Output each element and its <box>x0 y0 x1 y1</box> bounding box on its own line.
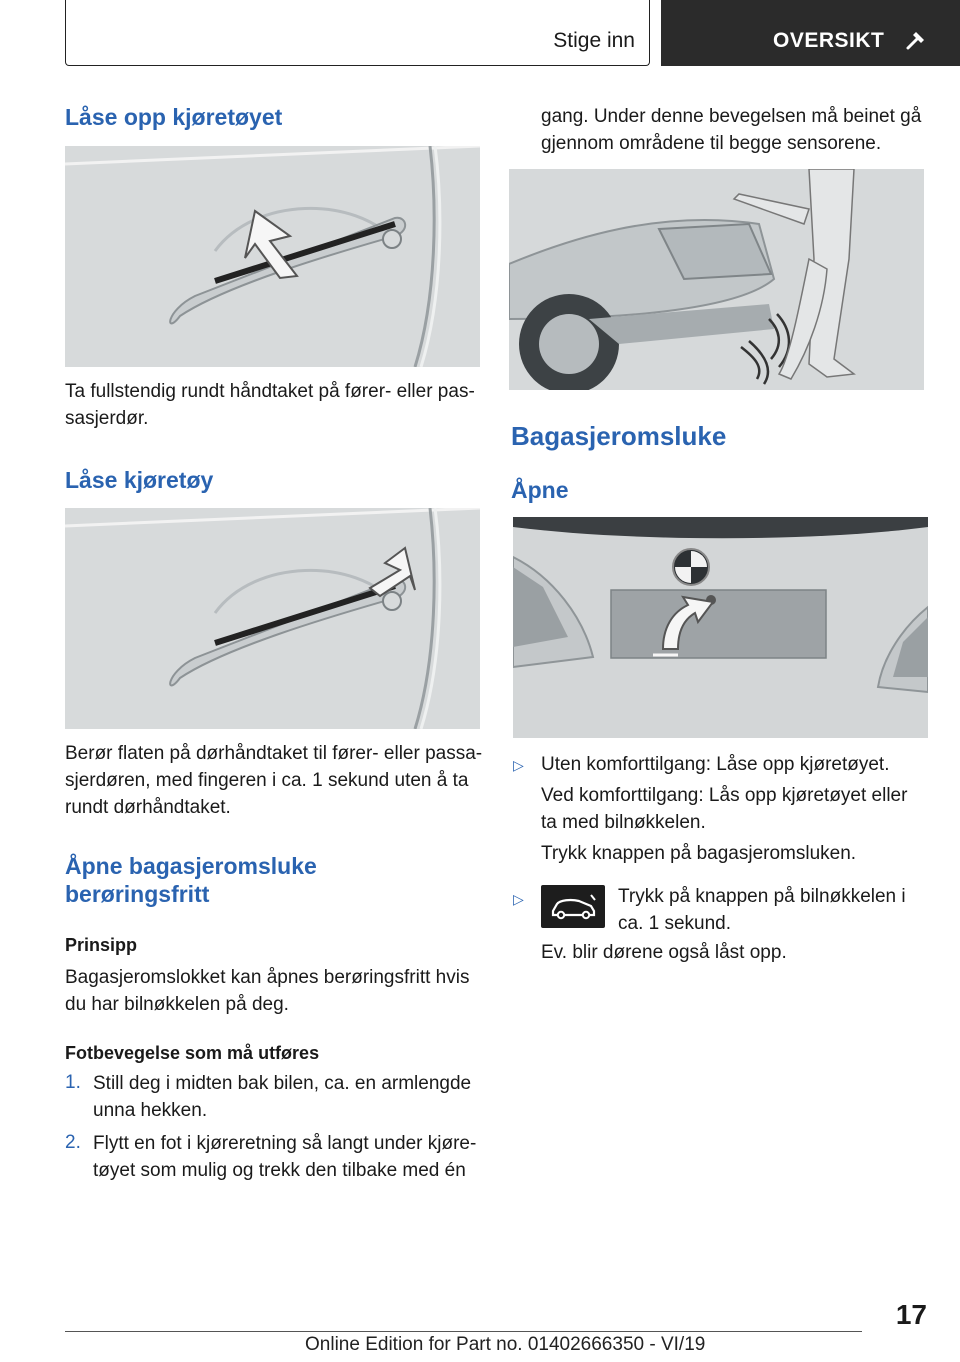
paragraph-unlock: Ta fullstendig rundt håndtaket på fører- eller pas- sasjerdør. <box>65 381 475 429</box>
chapter-title: OVERSIKT <box>773 29 885 52</box>
car-trunk-icon <box>541 885 605 928</box>
wrench-icon <box>904 28 928 52</box>
paragraph-principle: Bagasjeromslokket kan åpnes berøringsfritt hvis du har bilnøkkelen på deg. <box>65 967 470 1015</box>
page-number: 17 <box>895 1299 927 1330</box>
heading-trunk-lid: Bagasjeromsluke <box>511 421 727 451</box>
heading-open: Åpne <box>511 477 569 503</box>
bullet-marker: ▷ <box>513 891 524 907</box>
bullet-text: Uten komforttilgang: Låse opp kjøretøyet. <box>541 754 890 775</box>
heading-unlock: Låse opp kjøretøyet <box>65 104 283 130</box>
footer-divider <box>65 1331 862 1332</box>
bullet-text-extra: Ev. blir dørene også låst opp. <box>541 942 787 963</box>
heading-lock: Låse kjøretøy <box>65 467 214 493</box>
step-text: Flytt en fot i kjøreretning så langt under kjøre- tøyet som mulig og trekk den tilbake med én <box>93 1133 477 1181</box>
bullet-text-extra: Ved komforttilgang: Lås opp kjøretøyet eller ta med bilnøkkelen. <box>541 785 908 833</box>
section-title: Stige inn <box>553 29 635 52</box>
foot-gesture-image <box>509 169 924 390</box>
paragraph-continued: gang. Under denne bevegelsen må beinet gå gjennom områdene til begge sensorene. <box>541 106 922 154</box>
subheading-principle: Prinsipp <box>65 935 138 955</box>
door-handle-lock-image <box>65 508 480 729</box>
step-number: 1. <box>65 1072 81 1093</box>
step-text: Still deg i midten bak bilen, ca. en armlengde unna hekken. <box>93 1073 472 1121</box>
bullet-text-extra: Trykk knappen på bagasjeromsluken. <box>541 843 857 864</box>
trunk-button-image <box>513 517 928 738</box>
footer-edition: Online Edition for Part no. 01402666350 - VI/19 <box>305 1334 706 1355</box>
step-number: 2. <box>65 1132 81 1153</box>
section-tab[interactable] <box>65 0 650 66</box>
bullet-text: Trykk på knappen på bilnøkkelen i ca. 1 sekund. <box>618 886 906 934</box>
door-handle-unlock-image <box>65 146 480 367</box>
chapter-tab[interactable] <box>661 0 960 66</box>
paragraph-lock: Berør flaten på dørhåndtaket til fører- eller passa- sjerdøren, med fingeren i ca. 1 sekund uten å ta rundt dørhåndtaket. <box>65 743 483 818</box>
subheading-movement: Fotbevegelse som må utføres <box>65 1043 320 1063</box>
bullet-marker: ▷ <box>513 757 524 773</box>
heading-open-trunk-handsfree: Åpne bagasjeromsluke berøringsfritt <box>65 853 317 907</box>
